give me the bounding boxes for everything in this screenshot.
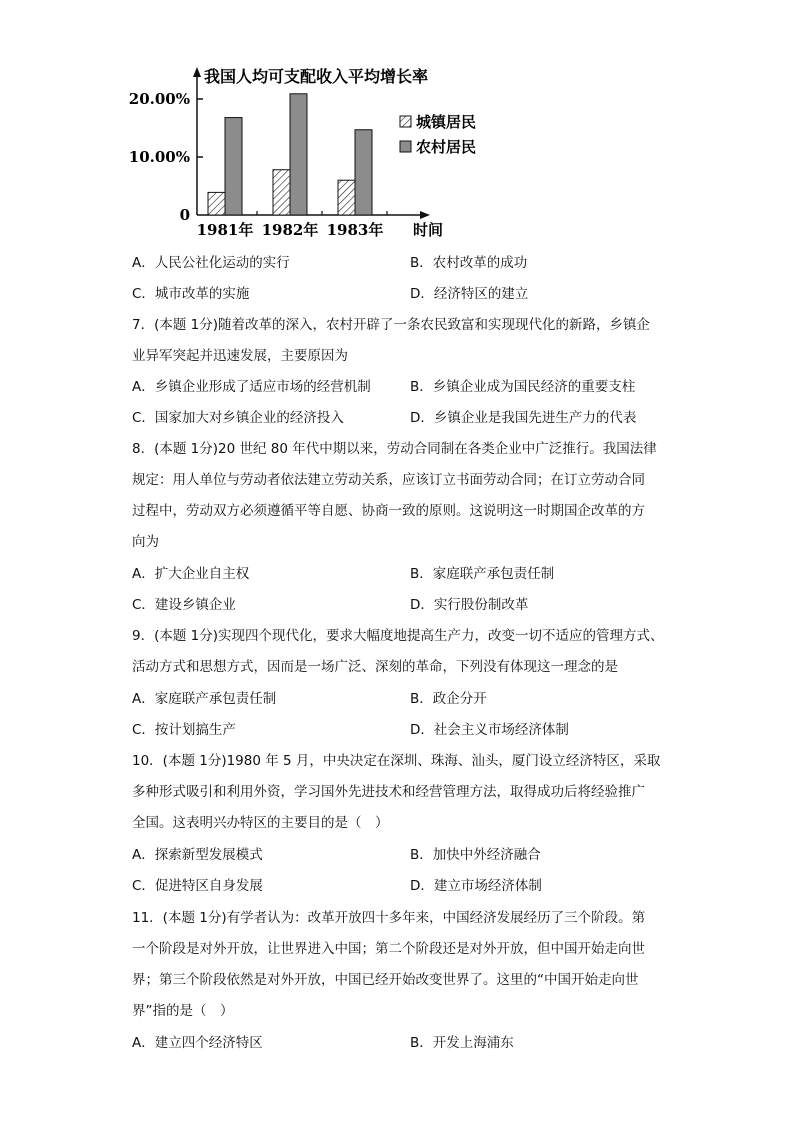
q9-option-d[interactable]: D．社会主义市场经济体制: [410, 722, 569, 738]
q9-line: 9．(本题 1分)实现四个现代化，要求大幅度地提高生产力，改变一切不适应的管理方式、: [132, 628, 664, 644]
category-label: 1983年: [326, 221, 384, 239]
bar-rural: [355, 130, 372, 215]
q6-options: [132, 248, 692, 310]
q6-option-a[interactable]: A．人民公社化运动的实行: [132, 255, 290, 271]
q10-options: [132, 840, 692, 902]
q11-option-b[interactable]: B．开发上海浦东: [410, 1035, 514, 1051]
q10-option-b[interactable]: B．加快中外经济融合: [410, 847, 541, 863]
q8-options: [132, 559, 692, 621]
chart-svg: [120, 55, 520, 250]
q10-stem: [132, 746, 670, 839]
y-tick-label: 0: [179, 206, 190, 224]
legend: [400, 113, 476, 156]
q10-line: 全国。这表明兴办特区的主要目的是（ ）: [132, 815, 389, 831]
q9-option-a[interactable]: A．家庭联产承包责任制: [132, 691, 277, 707]
legend-label-rural: 农村居民: [416, 138, 477, 156]
bar-urban: [208, 192, 225, 215]
q6-option-d[interactable]: D．经济特区的建立: [410, 286, 529, 302]
x-axis-label: 时间: [413, 221, 444, 239]
q7-line: 7．(本题 1分)随着改革的深入，农村开辟了一条农民致富和实现现代化的新路，乡镇企: [132, 317, 651, 333]
q8-line: 向为: [132, 534, 159, 550]
legend-swatch-rural: [400, 141, 411, 152]
q10-option-a[interactable]: A．探索新型发展模式: [132, 847, 263, 863]
y-axis-arrow: [193, 67, 201, 77]
q11-stem: [132, 903, 670, 1027]
bar-rural: [290, 94, 307, 215]
q8-option-a[interactable]: A．扩大企业自主权: [132, 566, 250, 582]
q9-option-c[interactable]: C．按计划搞生产: [132, 722, 236, 738]
y-tick-label: 20.00%: [128, 90, 190, 108]
q9-stem: [132, 621, 670, 683]
q8-option-b[interactable]: B．家庭联产承包责任制: [410, 566, 555, 582]
q7-options: [132, 372, 692, 434]
x-axis-arrow: [420, 211, 430, 219]
q10-line: 多种形式吸引和利用外资，学习国外先进技术和经营管理方法，取得成功后将经验推广: [132, 784, 645, 800]
q11-options: [132, 1028, 692, 1059]
legend-swatch-urban: [400, 116, 411, 127]
bar-rural: [225, 118, 242, 215]
q7-option-a[interactable]: A．乡镇企业形成了适应市场的经营机制: [132, 379, 371, 395]
q7-line: 业异军突起并迅速发展，主要原因为: [132, 348, 348, 364]
q11-line: 界；第三个阶段依然是对外开放，中国已经开始改变世界了。这里的“中国开始走向世: [132, 972, 639, 988]
q8-line: 规定：用人单位与劳动者依法建立劳动关系，应该订立书面劳动合同；在订立劳动合同: [132, 472, 645, 488]
category-label: 1982年: [261, 221, 319, 239]
q8-line: 8．(本题 1分)20 世纪 80 年代中期以来，劳动合同制在各类企业中广泛推行。我国法律: [132, 441, 657, 457]
q11-line: 11．(本题 1分)有学者认为：改革开放四十多年来，中国经济发展经历了三个阶段。第: [132, 910, 646, 926]
bar-urban: [338, 180, 355, 215]
q9-option-b[interactable]: B．政企分开: [410, 691, 487, 707]
legend-label-urban: 城镇居民: [416, 113, 477, 131]
q8-option-c[interactable]: C．建设乡镇企业: [132, 597, 236, 613]
q10-option-c[interactable]: C．促进特区自身发展: [132, 878, 263, 894]
q7-stem: [132, 310, 670, 372]
q9-line: 活动方式和思想方式，因而是一场广泛、深刻的革命，下列没有体现这一理念的是: [132, 659, 618, 675]
q8-stem: [132, 434, 670, 558]
q6-option-c[interactable]: C．城市改革的实施: [132, 286, 250, 302]
q8-option-d[interactable]: D．实行股份制改革: [410, 597, 529, 613]
q11-line: 界”指的是（ ）: [132, 1003, 234, 1019]
chart-title: 我国人均可支配收入平均增长率: [204, 67, 429, 86]
q11-line: 一个阶段是对外开放，让世界进入中国；第二个阶段还是对外开放，但中国开始走向世: [132, 941, 645, 957]
category-labels: [197, 221, 384, 239]
income-growth-chart: [120, 55, 520, 250]
q9-options: [132, 684, 692, 746]
q7-option-b[interactable]: B．乡镇企业成为国民经济的重要支柱: [410, 379, 636, 395]
q11-option-a[interactable]: A．建立四个经济特区: [132, 1035, 263, 1051]
bar-urban: [273, 170, 290, 215]
q6-option-b[interactable]: B．农村改革的成功: [410, 255, 528, 271]
q8-line: 过程中，劳动双方必须遵循平等自愿、协商一致的原则。这说明这一时期国企改革的方: [132, 503, 645, 519]
q10-line: 10．(本题 1分)1980 年 5 月，中央决定在深圳、珠海、汕头，厦门设立经济特区，采取: [132, 753, 661, 769]
q10-option-d[interactable]: D．建立市场经济体制: [410, 878, 542, 894]
bars: [208, 94, 387, 215]
q7-option-d[interactable]: D．乡镇企业是我国先进生产力的代表: [410, 410, 637, 426]
category-label: 1981年: [196, 221, 254, 239]
y-tick-label: 10.00%: [128, 148, 190, 166]
q7-option-c[interactable]: C．国家加大对乡镇企业的经济投入: [132, 410, 344, 426]
y-ticks: [129, 90, 203, 224]
